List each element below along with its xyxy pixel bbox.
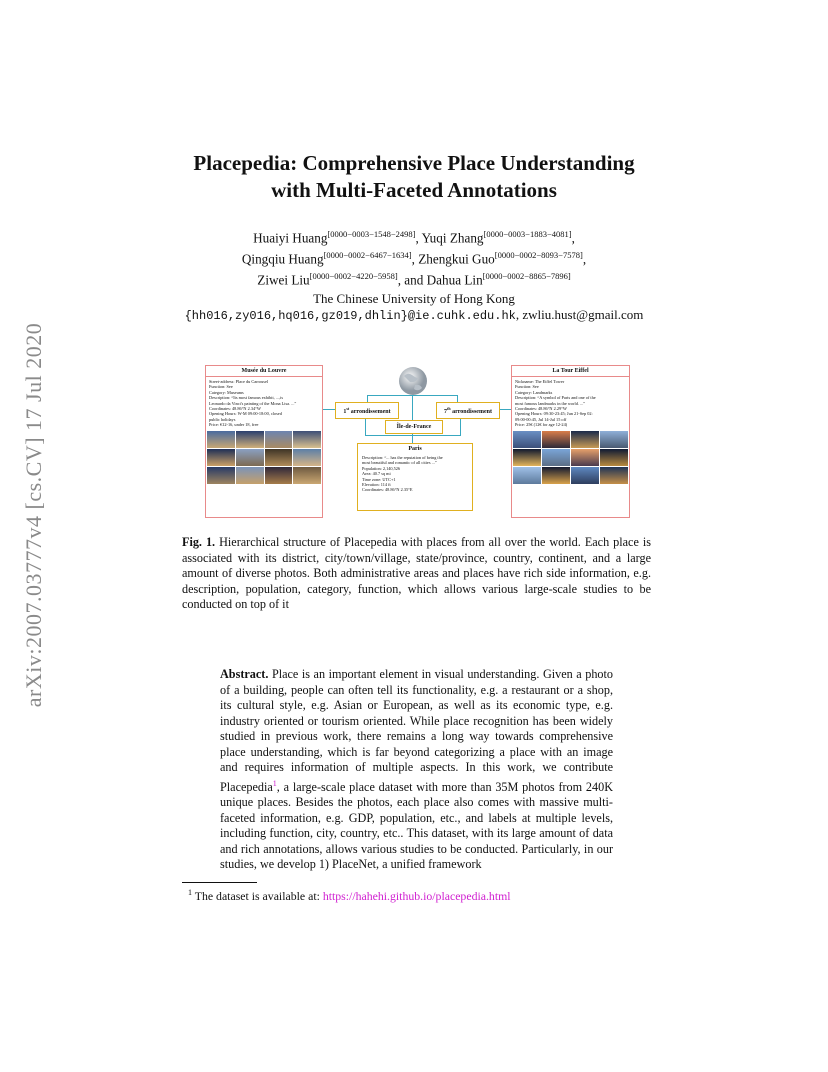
footnote-rule bbox=[182, 882, 257, 883]
eiffel-photo-grid bbox=[512, 430, 629, 485]
louvre-card: Musée du Louvre Street-address: Place du Carrousel Function: See Category: Museums Description: “Its most famous exhibit, ...,is Leonardo da Vinci's painting of the Mona Lisa. ...” Coordinates: 48.86°N 2.34°W Opening Hours: W-M 09:00-18:00, closed public holidays Price: €12-16, under 18, free bbox=[205, 365, 323, 518]
eiffel-card: La Tour Eiffel Nickname: The Eiffel Tower Function: See Category: Landmarks Description: “A symbol of Paris and one of the most famous landmarks in the world. ...” Coordinates: 48.86°N 2.29°W Opening Hours: 09:30-23:45; Jun 21-Sep 02: 09:00-00:45, Jul 14-Jul 15 off Price: 25€ (12€ for age 12-24) bbox=[511, 365, 630, 518]
affiliation: The Chinese University of Hong Kong {hh016,zy016,hq016,gz019,dhlin}@ie.cuhk.edu.hk, zwliu.hust@gmail.com bbox=[184, 291, 644, 323]
louvre-photo-grid bbox=[206, 430, 322, 485]
footnote: $^1$ The dataset is available at: https://hahehi.github.io/placepedia.html bbox=[188, 888, 511, 903]
paper-title: Placepedia: Comprehensive Place Understanding with Multi-Faceted Annotations bbox=[193, 151, 635, 202]
district-7-box: 7th arrondissement bbox=[436, 402, 500, 419]
figure-1 bbox=[205, 365, 630, 517]
dataset-link[interactable]: https://hahehi.github.io/placepedia.html bbox=[322, 888, 511, 903]
figure-caption: Fig. 1. Hierarchical structure of Placepedia with places from all over the world. Each place is associated with its district, city/town/village, state/province, country, continent, and a large amount of diverse photos. Both administrative areas and places have rich side information, e.g. description, population, category, function, which allows various large-scale studies to be conducted on top of it bbox=[182, 535, 651, 611]
district-1-box: 1st arrondissement bbox=[335, 402, 399, 419]
email-list: {hh016,zy016,hq016,gz019,dhlin}@ie.cuhk.edu.hk bbox=[184, 309, 516, 323]
region-box: Île-de-France bbox=[385, 420, 443, 434]
globe-icon bbox=[398, 366, 428, 396]
author-list: Huaiyi Huang[0000−0003−1548−2498], Yuqi Zhang[0000−0003−1883−4081], Qingqiu Huang[0000−0002−6467−1634], Zhengkui Guo[0000−0002−8093−7578], Ziwei Liu[0000−0002−4220−5958], and Dahua Lin[0000−0002−8865−7896] bbox=[241, 229, 587, 288]
abstract: Abstract. Place is an important element in visual understanding. Given a photo of a building, people can often tell its functionality, e.g. a restaurant or a shop, its cultural style, e.g. Asian or European, as well as its economic type, e.g. industry oriented or tourism oriented. While place recognition has been widely studied in previous work, there remains a long way towards comprehensive place understanding, which is far beyond categorizing a place with an image and requires information of multiple aspects. In this work, we contribute Placepedia$^1$, a large-scale place dataset with more than 35M photos from 240K unique places. Besides the photos, each place also comes with massive multi-faceted information, e.g. GDP, population, etc., and labels at multiple levels, including function, city, country, etc.. This dataset, with its large amount of data and rich annotations, allows various studies to be conducted. Particularly, in our studies, we develop 1) PlaceNet, a unified framework bbox=[220, 667, 613, 872]
paris-card: Paris Description: “... has the reputation of being the most beautiful and romantic of all cities ...” Population: 2,140,526 Area: 40.7 sq mi Time zone: UTC+1 Elevation: 114 ft Coordinates: 48.86°N 2.35°E bbox=[357, 443, 473, 511]
arxiv-stamp: arXiv:2007.03777v4 [cs.CV] 17 Jul 2020 bbox=[21, 322, 46, 708]
